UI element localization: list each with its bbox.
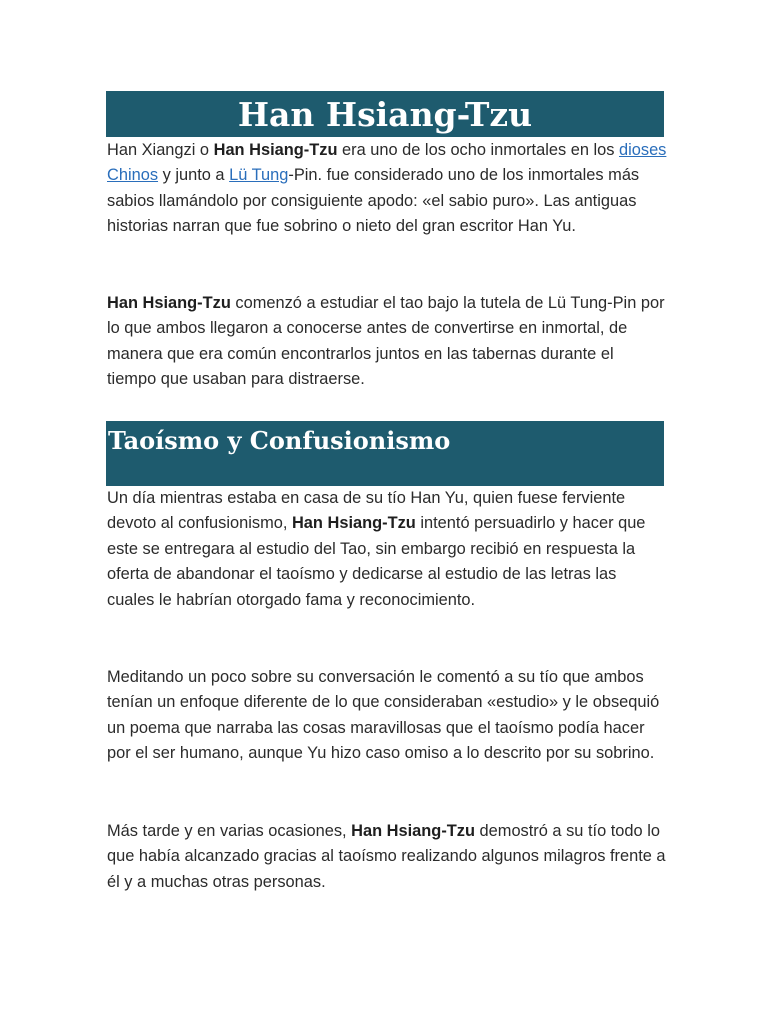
bold-name: Han Hsiang-Tzu	[291, 514, 416, 533]
poem-paragraph	[107, 665, 667, 767]
page-title: Han Hsiang-Tzu	[237, 94, 533, 134]
section-heading-banner	[106, 421, 664, 486]
text-run: y junto a	[158, 166, 230, 185]
title-banner	[106, 91, 664, 137]
text-run: Más tarde y en varias ocasiones,	[107, 822, 352, 840]
text-run: -Pin. fue considerado uno de los inmortales más sabios llamándolo por consiguiente apodo: «el sabio puro». Las antiguas historias narran que fue sobrino o nieto del gran escritor Han Yu.	[107, 166, 640, 236]
intro-paragraph	[107, 138, 667, 240]
section-heading: Taoísmo y Confusionismo	[108, 426, 451, 455]
bold-name: Han Hsiang-Tzu	[213, 141, 338, 159]
link-dioses-chinos[interactable]: dioses Chinos	[107, 141, 667, 185]
text-run: Meditando un poco sobre su conversación le comentó a su tío que ambos tenían un enfoque diferente de lo que consideraban «estudio» y le obsequió un poema que narraba las cosas maravillosas que el taoísmo podía hacer por el ser humano, aunque Yu hizo caso omiso a lo descrito por su sobrino.	[107, 668, 660, 763]
text-run: Un día mientras estaba en casa de su tío Han Yu, quien fuese ferviente devoto al confusionismo,	[107, 489, 626, 533]
study-paragraph	[107, 291, 667, 393]
text-run: era uno de los ocho inmortales en los	[337, 141, 619, 159]
link-lu-tung[interactable]: Lü Tung	[229, 166, 289, 185]
uncle-paragraph	[107, 486, 667, 613]
miracles-paragraph	[107, 819, 667, 895]
text-run: demostró a su tío todo lo que había alcanzado gracias al taoísmo realizando algunos milagros frente a él y a muchas otras personas.	[107, 822, 666, 891]
text-run: Han Xiangzi o	[107, 141, 214, 159]
bold-name: Han Hsiang-Tzu	[351, 822, 475, 840]
text-run: intentó persuadirlo y hacer que este se entregara al estudio del Tao, sin embargo recibió en respuesta la oferta de abandonar el taoísmo y dedicarse al estudio de las letras las cuales le habrían otorgado fama y reconocimiento.	[107, 514, 646, 609]
text-run: comenzó a estudiar el tao bajo la tutela de Lü Tung-Pin por lo que ambos llegaron a conocerse antes de convertirse en inmortal, de manera que era común encontrarlos juntos en las tabernas durante el tiempo que usaban para distraerse.	[107, 294, 665, 389]
bold-name: Han Hsiang-Tzu	[107, 294, 231, 312]
